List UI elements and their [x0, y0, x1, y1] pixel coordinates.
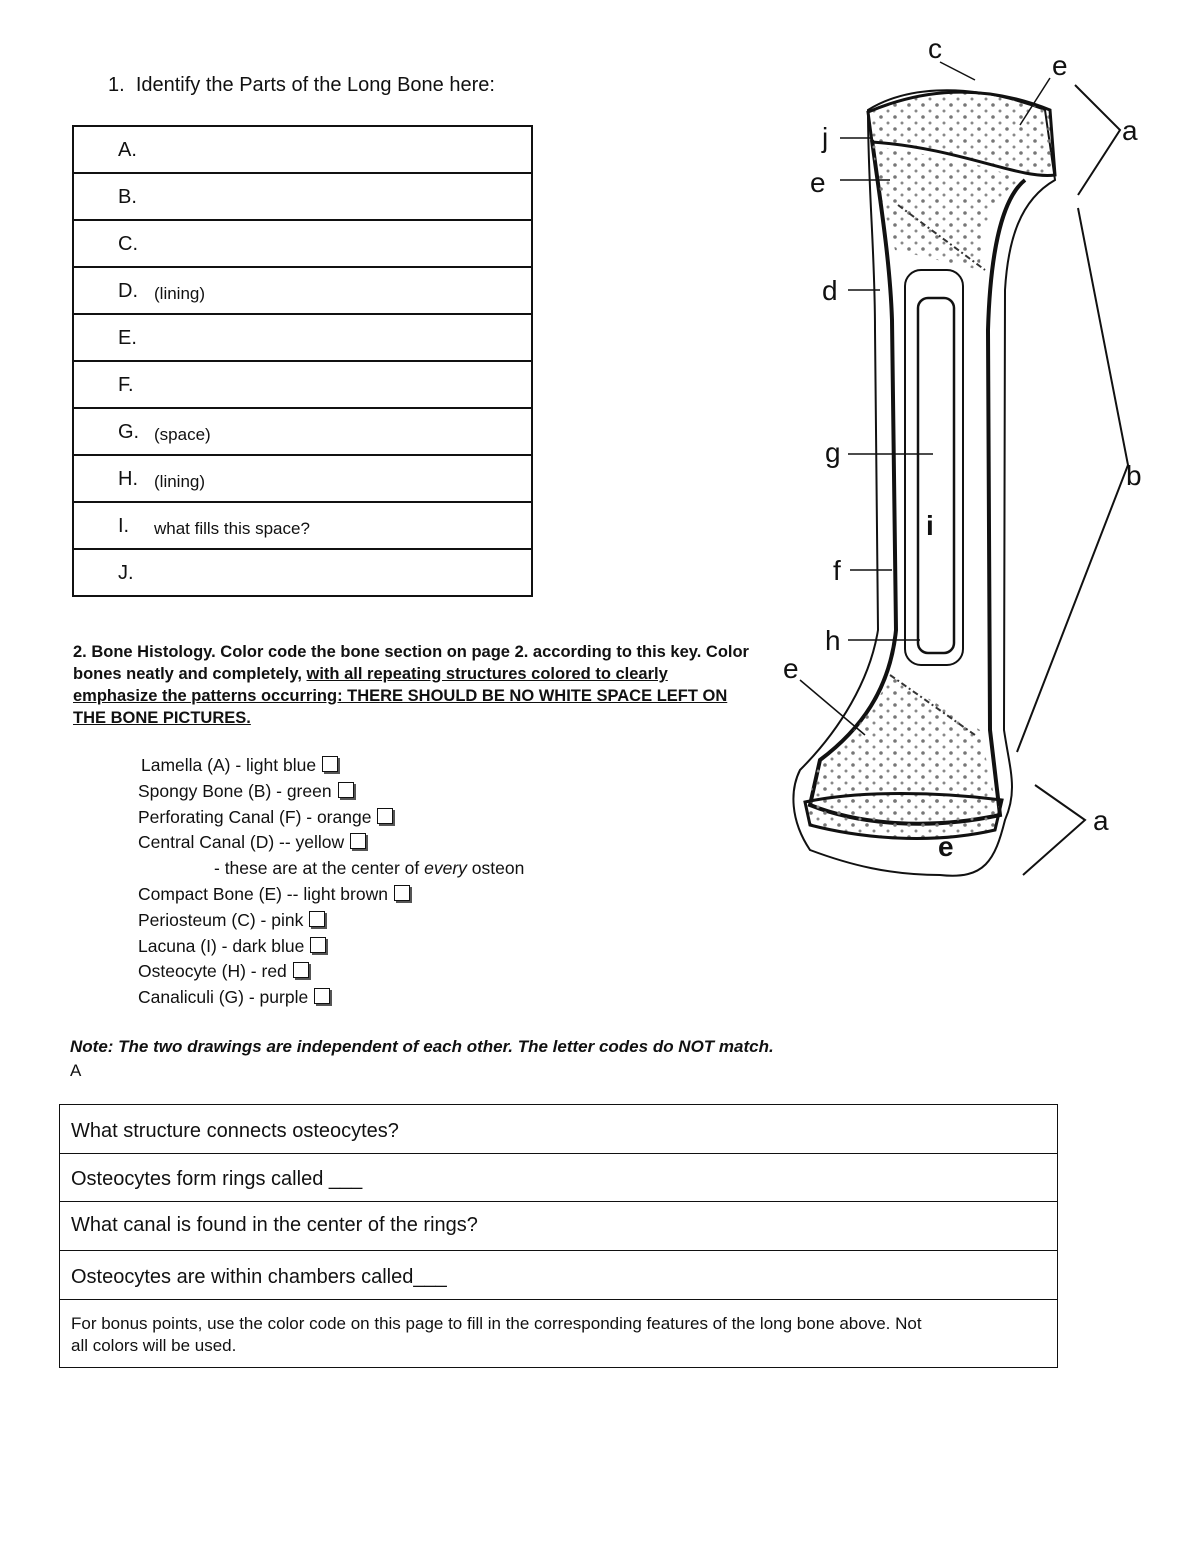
question-row[interactable]	[60, 1202, 1057, 1251]
label-f: f	[833, 555, 841, 586]
parts-row-h[interactable]	[74, 456, 531, 503]
label-j: j	[822, 122, 829, 153]
key-item: Lamella (A) - light blue	[138, 753, 524, 779]
parts-row-i[interactable]	[74, 503, 531, 550]
color-key	[138, 753, 524, 1011]
checkbox[interactable]	[338, 782, 354, 798]
label-h: h	[825, 625, 841, 656]
part-letter: H.	[118, 468, 138, 490]
part-letter: G.	[118, 421, 140, 443]
parts-row-j[interactable]	[74, 550, 531, 597]
key-item: Spongy Bone (B) - green	[138, 779, 524, 805]
question-row[interactable]	[60, 1154, 1057, 1202]
parts-row-e[interactable]	[74, 315, 531, 362]
parts-row-d[interactable]	[74, 268, 531, 315]
key-note: - these are at the center of every osteon	[214, 858, 525, 879]
key-item: Lacuna (I) - dark blue	[138, 934, 524, 960]
part-letter: C.	[118, 233, 138, 255]
label-d: d	[822, 275, 838, 306]
part-letter: F.	[118, 374, 134, 396]
parts-table	[72, 125, 533, 597]
part-letter: E.	[118, 327, 137, 349]
bracket-b	[1017, 208, 1128, 752]
label-e-bottom: e	[938, 831, 954, 862]
question-number: 1.	[108, 74, 125, 96]
histology-underlined: with all repeating structures colored to clearly emphasize the patterns occurring: THERE SHOULD BE NO WHITE SPACE LEFT ON THE BONE PICTURES.	[73, 665, 728, 727]
label-b: b	[1126, 460, 1142, 491]
stray-mark: A	[70, 1061, 82, 1080]
label-a-bottom: a	[1093, 805, 1109, 836]
key-item: Perforating Canal (F) - orange	[138, 805, 524, 831]
checkbox[interactable]	[293, 962, 309, 978]
label-e-upper: e	[810, 167, 826, 198]
question-text: What structure connects osteocytes?	[71, 1120, 399, 1142]
key-item: Compact Bone (E) -- light brown	[138, 882, 524, 908]
histology-heading: 2. Bone Histology. Color code the bone section on page 2. according to this key. Color bones neatly and completely,	[73, 643, 749, 683]
checkbox[interactable]	[322, 756, 338, 772]
question-row[interactable]	[60, 1105, 1057, 1154]
question-title: Identify the Parts of the Long Bone here:	[135, 74, 495, 96]
parts-row-b[interactable]	[74, 174, 531, 221]
part-hint: (lining)	[154, 472, 206, 491]
label-g: g	[825, 437, 841, 468]
question-row[interactable]	[60, 1251, 1057, 1300]
question-1-heading	[108, 74, 495, 97]
key-item: Central Canal (D) -- yellow	[138, 830, 524, 856]
part-letter: I.	[118, 515, 130, 537]
key-item: Osteocyte (H) - red	[138, 959, 524, 985]
parts-row-c[interactable]	[74, 221, 531, 268]
endosteum-outline	[918, 298, 954, 653]
part-hint: (lining)	[154, 284, 206, 303]
bracket-a-bottom	[1023, 785, 1085, 875]
bonus-text: For bonus points, use the color code on this page to fill in the corresponding features of the long bone above. Not all colors will be used.	[71, 1314, 922, 1355]
question-text: What canal is found in the center of the rings?	[71, 1214, 478, 1236]
part-hint: (space)	[154, 425, 211, 444]
checkbox[interactable]	[314, 988, 330, 1004]
part-letter: J.	[118, 562, 134, 584]
question-text: Osteocytes are within chambers called___	[71, 1266, 447, 1288]
label-c: c	[928, 33, 942, 64]
checkbox[interactable]	[309, 911, 325, 927]
parts-row-g[interactable]	[74, 409, 531, 456]
part-hint: what fills this space?	[154, 519, 310, 538]
parts-row-f[interactable]	[74, 362, 531, 409]
long-bone-diagram	[780, 30, 1180, 900]
note: Note: The two drawings are independent of each other. The letter codes do NOT match.	[70, 1037, 774, 1056]
questions-table	[59, 1104, 1058, 1368]
checkbox[interactable]	[310, 937, 326, 953]
question-text: Osteocytes form rings called ___	[71, 1168, 363, 1190]
bracket-a-top	[1075, 85, 1120, 195]
part-letter: A.	[118, 139, 137, 161]
key-item: Periosteum (C) - pink	[138, 908, 524, 934]
part-letter: B.	[118, 186, 137, 208]
checkbox[interactable]	[394, 885, 410, 901]
label-e-lower: e	[783, 653, 799, 684]
checkbox[interactable]	[377, 808, 393, 824]
histology-instructions	[73, 641, 753, 729]
label-a-top: a	[1122, 115, 1138, 146]
distal-articular-cartilage	[805, 794, 1002, 839]
bonus-row	[60, 1300, 1057, 1368]
key-item: Canaliculi (G) - purple	[138, 985, 524, 1011]
label-i: i	[926, 510, 934, 541]
distal-spongy-bone	[810, 675, 995, 805]
part-letter: D.	[118, 280, 138, 302]
checkbox[interactable]	[350, 833, 366, 849]
label-e-top: e	[1052, 50, 1068, 81]
parts-row-a[interactable]	[74, 127, 531, 174]
